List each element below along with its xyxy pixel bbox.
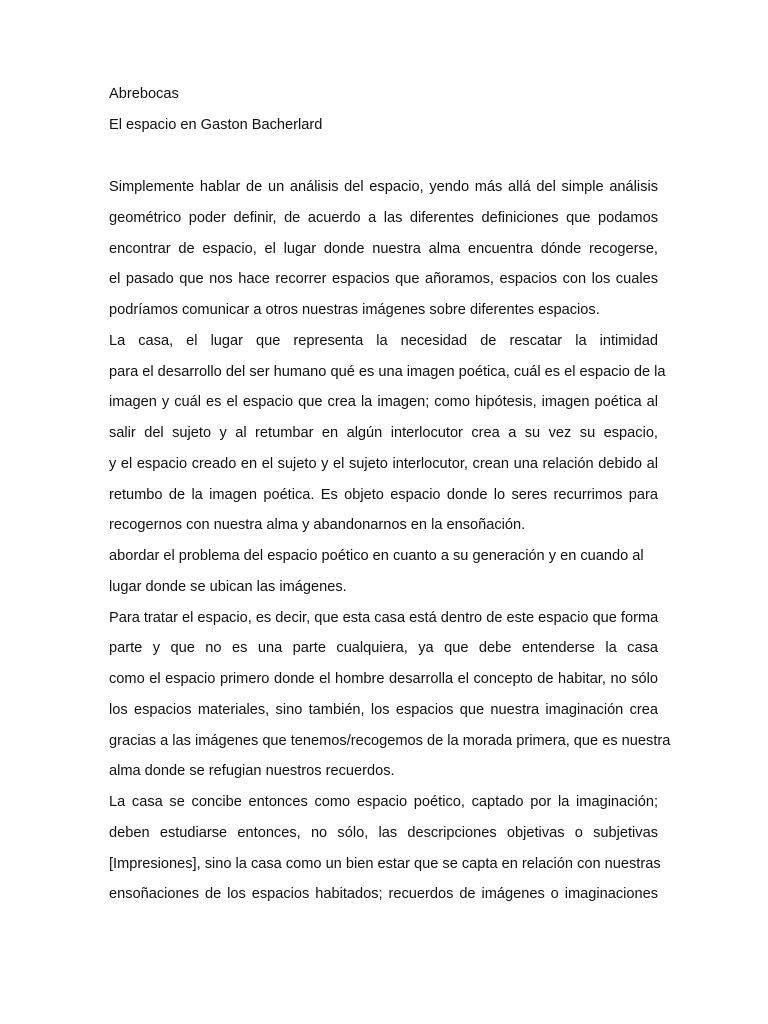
- text-line: geométrico poder definir, de acuerdo a las diferentes definiciones que podamos: [109, 209, 658, 226]
- text-line: retumbo de la imagen poética. Es objeto espacio donde lo seres recurrimos para: [109, 486, 658, 503]
- text-line: La casa, el lugar que representa la necesidad de rescatar la intimidad: [109, 332, 658, 349]
- text-line: deben estudiarse entonces, no sólo, las descripciones objetivas o subjetivas: [109, 824, 658, 841]
- text-line: parte y que no es una parte cualquiera, ya que debe entenderse la casa: [109, 640, 658, 657]
- text-line: y el espacio creado en el sujeto y el sujeto interlocutor, crean una relación debido al: [109, 455, 658, 472]
- document-body: [109, 177, 671, 915]
- text-line: recogernos con nuestra alma y abandonarnos en la ensoñación.: [109, 517, 526, 534]
- text-line: lugar donde se ubican las imágenes.: [109, 578, 347, 595]
- document-title: Abrebocas: [109, 86, 179, 102]
- text-line: La casa se concibe entonces como espacio poético, captado por la imaginación;: [109, 794, 658, 810]
- text-line: el pasado que nos hace recorrer espacios que añoramos, espacios con los cuales: [109, 271, 658, 288]
- text-line: ensoñaciones de los espacios habitados; recuerdos de imágenes o imaginaciones: [109, 886, 658, 903]
- text-line: podríamos comunicar a otros nuestras imágenes sobre diferentes espacios.: [109, 302, 600, 318]
- text-line: Simplemente hablar de un análisis del espacio, yendo más allá del simple análisis: [109, 179, 658, 195]
- text-line: para el desarrollo del ser humano qué es una imagen poética, cuál es el espacio de la: [109, 363, 666, 380]
- text-line: [Impresiones], sino la casa como un bien estar que se capta en relación con nuestras: [109, 855, 661, 872]
- text-line: como el espacio primero donde el hombre desarrolla el concepto de habitar, no sólo: [109, 671, 658, 687]
- text-line: alma donde se refugian nuestros recuerdos.: [109, 763, 395, 780]
- text-line: encontrar de espacio, el lugar donde nuestra alma encuentra dónde recogerse,: [109, 240, 658, 257]
- text-line: gracias a las imágenes que tenemos/recogemos de la morada primera, que es nuestra: [109, 732, 671, 749]
- text-line: Para tratar el espacio, es decir, que esta casa está dentro de este espacio que forma: [109, 609, 659, 626]
- text-line: imagen y cuál es el espacio que crea la imagen; como hipótesis, imagen poética al: [109, 394, 658, 411]
- text-line: los espacios materiales, sino también, los espacios que nuestra imaginación crea: [109, 701, 658, 718]
- text-line: salir del sujeto y al retumbar en algún interlocutor crea a su vez su espacio,: [109, 425, 658, 441]
- document-subtitle: El espacio en Gaston Bacherlard: [109, 117, 323, 133]
- text-line: abordar el problema del espacio poético en cuanto a su generación y en cuando al: [109, 548, 644, 564]
